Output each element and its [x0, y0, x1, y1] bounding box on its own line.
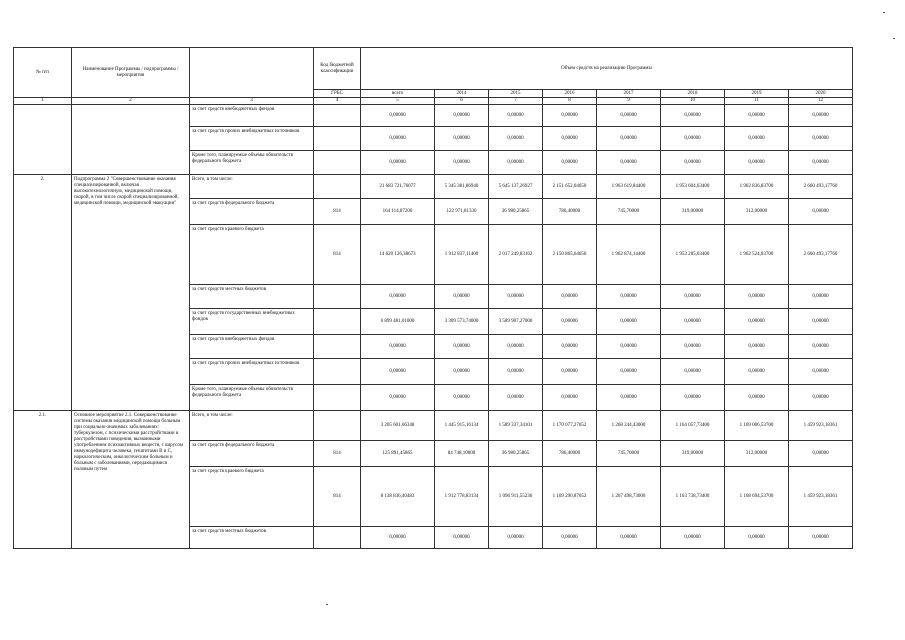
amount-2015: 5 645 137,26927	[489, 175, 543, 199]
amount-total: 14 620 126,38673	[361, 225, 435, 285]
year-2016: 2016	[543, 90, 597, 98]
table-row	[14, 411, 853, 441]
year-2019: 2019	[725, 90, 789, 98]
header-row	[14, 48, 853, 90]
grbs-code: 814	[314, 199, 361, 225]
amount-total: 0,00000	[361, 385, 435, 411]
funding-source-label: за счет средств внебюджетных фондов	[190, 335, 314, 359]
amount-total: 8 138 836,40483	[361, 467, 435, 527]
amount-2014: 0,00000	[435, 151, 489, 175]
amount-2015: 36 980,25865	[489, 441, 543, 467]
header-grbs: ГРБС	[314, 90, 361, 98]
amount-2015: 1 096 911,55236	[489, 467, 543, 527]
grbs-code	[314, 385, 361, 411]
amount-2014: 3 309 573,74000	[435, 309, 489, 335]
amount-2018: 0,00000	[661, 127, 725, 151]
amount-2019: 0,00000	[725, 335, 789, 359]
funding-source-label: за счет средств федерального бюджета	[190, 441, 314, 467]
amount-2019: 0,00000	[725, 285, 789, 309]
funding-source-label: за счет средств федерального бюджета	[190, 199, 314, 225]
amount-2017: 0,00000	[597, 385, 661, 411]
amount-2018: 1 164 057,73400	[661, 411, 725, 441]
amount-2019: 0,00000	[725, 127, 789, 151]
amount-2020: 1 459 923,18361	[789, 467, 853, 527]
year-total: всего	[361, 90, 435, 98]
amount-2014: 0,00000	[435, 385, 489, 411]
amount-2014: 0,00000	[435, 335, 489, 359]
amount-2014: 1 912 837,11400	[435, 225, 489, 285]
funding-source-label: за счет средств местных бюджетов	[190, 527, 314, 549]
row-number: 2.1.	[14, 411, 72, 549]
amount-2017: 0,00000	[597, 527, 661, 549]
colnum: 1	[14, 98, 72, 105]
amount-2018: 0,00000	[661, 385, 725, 411]
amount-2015: 36 980,25865	[489, 199, 543, 225]
amount-2016: 786,40000	[543, 441, 597, 467]
row-number	[14, 105, 72, 175]
amount-2020: 0,00000	[789, 199, 853, 225]
amount-2019: 0,00000	[725, 359, 789, 385]
amount-2018: 1 163 738,73400	[661, 467, 725, 527]
amount-2017: 0,00000	[597, 151, 661, 175]
amount-2015: 0,00000	[489, 105, 543, 127]
amount-total: 0,00000	[361, 127, 435, 151]
amount-2019: 0,00000	[725, 151, 789, 175]
table-row	[14, 175, 853, 199]
amount-2019: 1 962 836,83700	[725, 175, 789, 199]
header-code: Код бюджетной классификации	[314, 48, 361, 90]
grbs-code	[314, 285, 361, 309]
amount-2017: 0,00000	[597, 335, 661, 359]
colnum: 10	[661, 98, 725, 105]
amount-2016: 2 150 865,64650	[543, 225, 597, 285]
amount-2019: 0,00000	[725, 105, 789, 127]
grbs-code: 814	[314, 225, 361, 285]
amount-2020: 0,00000	[789, 127, 853, 151]
amount-total: 0,00000	[361, 335, 435, 359]
amount-2016: 1 169 290,87652	[543, 467, 597, 527]
amount-2020: 1 459 923,18361	[789, 411, 853, 441]
amount-2015: 0,00000	[489, 385, 543, 411]
scan-speck	[883, 12, 885, 13]
colnum: 3	[190, 98, 314, 105]
amount-2020: 0,00000	[789, 385, 853, 411]
row-number: 2.	[14, 175, 72, 411]
amount-2016: 0,00000	[543, 309, 597, 335]
grbs-code	[314, 151, 361, 175]
amount-2015: 0,00000	[489, 335, 543, 359]
amount-2018: 0,00000	[661, 359, 725, 385]
amount-2014: 0,00000	[435, 127, 489, 151]
amount-total: 0,00000	[361, 285, 435, 309]
grbs-code	[314, 527, 361, 549]
amount-2014: 122 971,81330	[435, 199, 489, 225]
table-row	[14, 105, 853, 127]
colnum: 9	[597, 98, 661, 105]
amount-2014: 84 748,10000	[435, 441, 489, 467]
amount-2019: 1 169 006,53700	[725, 411, 789, 441]
amount-2017: 0,00000	[597, 359, 661, 385]
amount-total: 21 683 721,76077	[361, 175, 435, 199]
amount-2016: 0,00000	[543, 105, 597, 127]
amount-2016: 786,40000	[543, 199, 597, 225]
amount-2015: 2 017 249,83162	[489, 225, 543, 285]
amount-2017: 0,00000	[597, 285, 661, 309]
scan-speck	[893, 38, 895, 39]
header-volume: Объем средств на реализацию Программы	[361, 48, 853, 90]
amount-total: 0,00000	[361, 359, 435, 385]
amount-2018: 1 953 285,63400	[661, 225, 725, 285]
amount-2020: 0,00000	[789, 285, 853, 309]
scan-speck	[326, 604, 328, 605]
grbs-code	[314, 127, 361, 151]
amount-2014: 0,00000	[435, 285, 489, 309]
amount-2015: 0,00000	[489, 359, 543, 385]
amount-2020: 0,00000	[789, 335, 853, 359]
amount-2015: 1 589 337,34101	[489, 411, 543, 441]
amount-total: 6 899 481,01000	[361, 309, 435, 335]
amount-2016: 2 151 652,04650	[543, 175, 597, 199]
grbs-code: 814	[314, 441, 361, 467]
program-name: Подпрограмма 2 "Совершенствование оказания специализированной, включая высокотехнологичную, медицинской помощи, скорой, в том числе скорой специализированной, медицинской помощи, медицинской эвакуации"	[72, 175, 190, 411]
amount-2018: 0,00000	[661, 309, 725, 335]
amount-2014: 0,00000	[435, 359, 489, 385]
amount-2018: 0,00000	[661, 285, 725, 309]
colnum: 8	[543, 98, 597, 105]
amount-2019: 0,00000	[725, 309, 789, 335]
amount-2019: 312,00000	[725, 199, 789, 225]
colnum: 11	[725, 98, 789, 105]
amount-2018: 319,00000	[661, 199, 725, 225]
funding-source-label: за счет средств краевого бюджета	[190, 225, 314, 285]
grbs-code	[314, 359, 361, 385]
amount-2016: 0,00000	[543, 151, 597, 175]
grbs-code	[314, 335, 361, 359]
year-2014: 2014	[435, 90, 489, 98]
grbs-code	[314, 411, 361, 441]
amount-2015: 0,00000	[489, 151, 543, 175]
amount-2018: 0,00000	[661, 527, 725, 549]
amount-2019: 312,00000	[725, 441, 789, 467]
colnum: 4	[314, 98, 361, 105]
year-2018: 2018	[661, 90, 725, 98]
program-name	[72, 105, 190, 175]
amount-2018: 1 953 604,63400	[661, 175, 725, 199]
amount-2014: 5 345 381,86940	[435, 175, 489, 199]
column-number-row	[14, 98, 853, 105]
amount-2015: 3 589 907,27000	[489, 309, 543, 335]
year-2015: 2015	[489, 90, 543, 98]
amount-2018: 0,00000	[661, 151, 725, 175]
amount-2015: 0,00000	[489, 527, 543, 549]
amount-total: 0,00000	[361, 105, 435, 127]
amount-2017: 745,70000	[597, 199, 661, 225]
amount-2017: 1 962 874,14400	[597, 225, 661, 285]
funding-source-label: за счет средств местных бюджетов	[190, 285, 314, 309]
amount-total: 164 114,87200	[361, 199, 435, 225]
amount-2016: 1 170 077,27652	[543, 411, 597, 441]
amount-2015: 0,00000	[489, 127, 543, 151]
amount-2014: 1 912 778,83134	[435, 467, 489, 527]
funding-source-label: Всего, в том числе:	[190, 411, 314, 441]
amount-2020: 2 660 493,17760	[789, 225, 853, 285]
amount-2020: 0,00000	[789, 151, 853, 175]
amount-total: 0,00000	[361, 527, 435, 549]
header-blank	[190, 48, 314, 98]
amount-2020: 0,00000	[789, 527, 853, 549]
grbs-code: 814	[314, 467, 361, 527]
amount-2016: 0,00000	[543, 527, 597, 549]
amount-total: 125 891,45865	[361, 441, 435, 467]
program-name: Основное мероприятие 2.1. Совершенствование системы оказания медицинской помощи больным при социально-значимых заболеваниях: туберкулезом, с психическими расстройствами и расстройствами поведения, вызванными употреблением психоактивных веществ, с вирусом иммунодефицита человека, гепатитами В и С, наркологическим, онкологическим больным и больным с заболеваниями, передающимися половым путем	[72, 411, 190, 549]
funding-source-label: Всего, в том числе:	[190, 175, 314, 199]
amount-2017: 0,00000	[597, 105, 661, 127]
header-num: № п/п	[14, 48, 72, 98]
funding-source-label: за счет средств внебюджетных фондов	[190, 105, 314, 127]
amount-2018: 0,00000	[661, 335, 725, 359]
amount-2020: 0,00000	[789, 441, 853, 467]
amount-2016: 0,00000	[543, 335, 597, 359]
funding-source-label: Кроме того, планируемые объемы обязательств федерального бюджета	[190, 385, 314, 411]
funding-source-label: за счет средств краевого бюджета	[190, 467, 314, 527]
program-funding-table	[13, 47, 853, 549]
amount-2017: 1 963 619,84400	[597, 175, 661, 199]
amount-2016: 0,00000	[543, 127, 597, 151]
amount-total: 3 265 601,66348	[361, 411, 435, 441]
grbs-code	[314, 309, 361, 335]
amount-2017: 745,70000	[597, 441, 661, 467]
amount-2014: 0,00000	[435, 105, 489, 127]
colnum: 5	[361, 98, 435, 105]
amount-2014: 1 445 915,16134	[435, 411, 489, 441]
amount-2014: 0,00000	[435, 527, 489, 549]
header-name: Наименование Программы / подпрограммы / мероприятия	[72, 48, 190, 98]
colnum: 2	[72, 98, 190, 105]
grbs-code	[314, 175, 361, 199]
colnum: 12	[789, 98, 853, 105]
colnum: 7	[489, 98, 543, 105]
amount-2019: 1 168 694,53700	[725, 467, 789, 527]
amount-2017: 0,00000	[597, 309, 661, 335]
amount-2020: 0,00000	[789, 105, 853, 127]
funding-source-label: за счет средств прочих внебюджетных источников	[190, 127, 314, 151]
amount-2019: 0,00000	[725, 527, 789, 549]
amount-2016: 0,00000	[543, 385, 597, 411]
amount-2019: 1 962 524,83700	[725, 225, 789, 285]
funding-source-label: за счет средств прочих внебюджетных источников	[190, 359, 314, 385]
amount-2018: 319,00000	[661, 441, 725, 467]
amount-2016: 0,00000	[543, 359, 597, 385]
amount-total: 0,00000	[361, 151, 435, 175]
funding-source-label: Кроме того, планируемые объемы обязательств федерального бюджета	[190, 151, 314, 175]
colnum: 6	[435, 98, 489, 105]
year-2017: 2017	[597, 90, 661, 98]
grbs-code	[314, 105, 361, 127]
amount-2016: 0,00000	[543, 285, 597, 309]
amount-2017: 1 268 244,43000	[597, 411, 661, 441]
amount-2020: 0,00000	[789, 309, 853, 335]
amount-2020: 2 660 493,17760	[789, 175, 853, 199]
amount-2020: 0,00000	[789, 359, 853, 385]
funding-source-label: за счет средств государственных внебюджетных фондов	[190, 309, 314, 335]
year-2020: 2020	[789, 90, 853, 98]
amount-2017: 1 267 498,73000	[597, 467, 661, 527]
amount-2017: 0,00000	[597, 127, 661, 151]
amount-2019: 0,00000	[725, 385, 789, 411]
amount-2018: 0,00000	[661, 105, 725, 127]
amount-2015: 0,00000	[489, 285, 543, 309]
